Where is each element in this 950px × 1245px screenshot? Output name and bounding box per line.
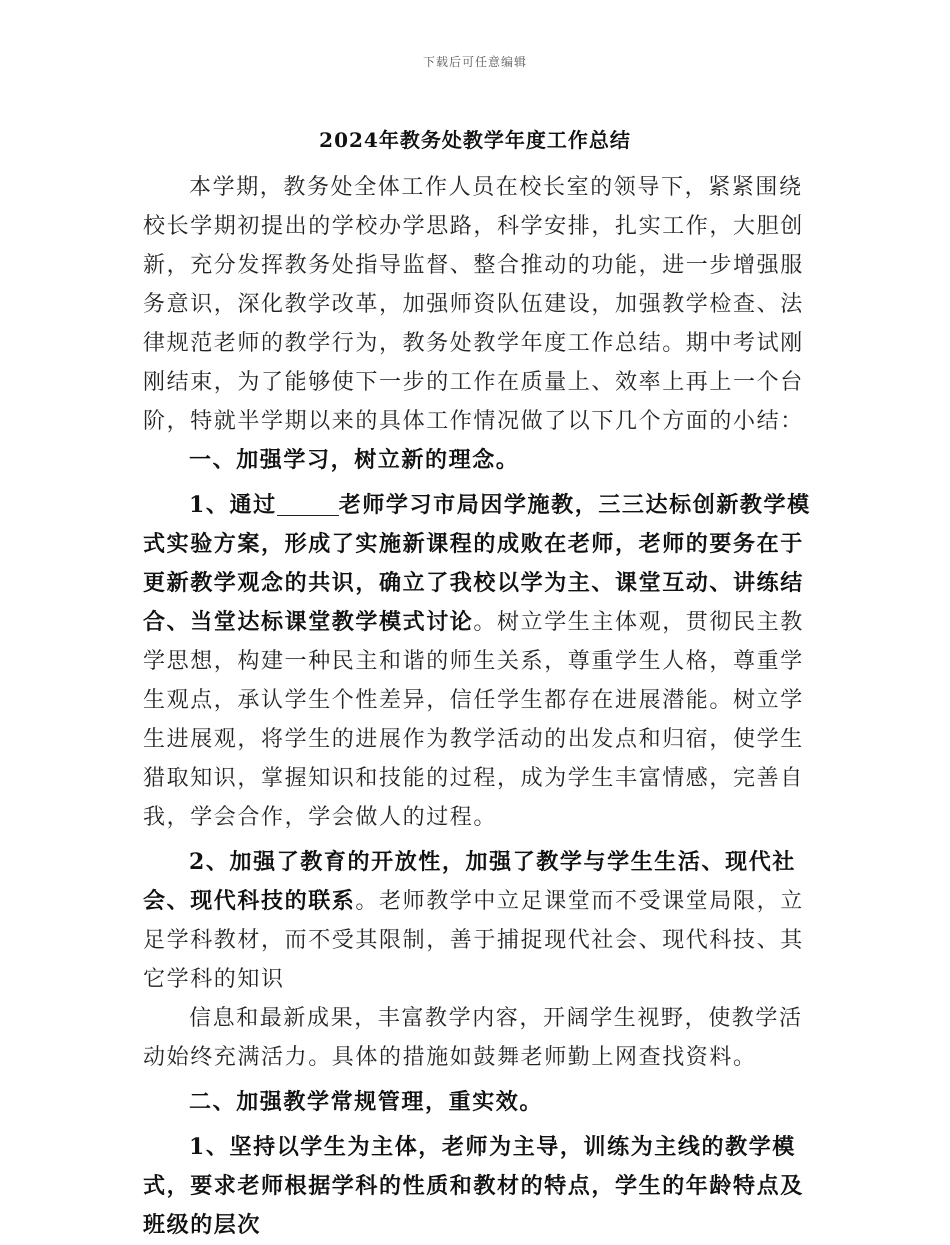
item-paragraph-2 bbox=[143, 843, 823, 999]
intro-paragraph: 本学期，教务处全体工作人员在校长室的领导下，紧紧围绕校长学期初提出的学校办学思路，科学安排，扎实工作，大胆创新，充分发挥教务处指导监督、整合推动的功能，进一步增强服务意识，深化教学改革，加强师资队伍建设，加强教学检查、法律规范老师的教学行为，教务处教学年度工作总结。期中考试刚刚结束，为了能够使下一步的工作在质量上、效率上再上一个台阶，特就半学期以来的具体工作情况做了以下几个方面的小结： bbox=[143, 175, 804, 434]
item-2-bold-text: 2、加强了教育的开放性，加强了教学与学生生活、现代社会、现代科技的联系 bbox=[143, 849, 796, 914]
page-header-note: 下载后可任意编辑 bbox=[422, 55, 527, 69]
item-2-body-text: 。老师教学中立足课堂而不受课堂局限，立足学科教材，而不受其限制，善于捕捉现代社会、现代科技、其它学科的知识 bbox=[143, 889, 804, 992]
item-paragraph-1 bbox=[143, 486, 823, 837]
item-1-bold-text: 老师学习市局因学施教，三三达标创新教学模式实验方案，形成了实施新课程的成败在老师，老师的要务在于更新教学观念的共识，确立了我校以学为主、课堂互动、讲练结合、当堂达标课堂教学模式讨论 bbox=[143, 492, 811, 635]
section-heading-1: 一、加强学习，树立新的理念。 bbox=[189, 447, 520, 473]
document-title: 2024年教务处教学年度工作总结 bbox=[319, 128, 631, 152]
item-paragraph-3: 1、坚持以学生为主体，老师为主导，训练为主线的教学模式，要求老师根据学科的性质和教材的特点，学生的年龄特点及班级的层次 bbox=[143, 1134, 804, 1238]
document-body bbox=[143, 168, 823, 1245]
fill-in-blank bbox=[277, 493, 339, 516]
item-1-body-text: 。树立学生主体观，贯彻民主教学思想，构建一种民主和谐的师生关系，尊重学生人格，尊重学生观点，承认学生个性差异，信任学生都存在进展潜能。树立学生进展观，将学生的进展作为教学活动的出发点和归宿，使学生猎取知识，掌握知识和技能的过程，成为学生丰富情感，完善自我，学会合作，学会做人的过程。 bbox=[143, 610, 804, 830]
section-heading-2: 二、加强教学常规管理，重实效。 bbox=[189, 1089, 544, 1115]
item-1-bold-prefix: 1、通过 bbox=[189, 492, 277, 518]
item-paragraph-2-continued: 信息和最新成果，丰富教学内容，开阔学生视野，使教学活动始终充满活力。具体的措施如鼓舞老师勤上网查找资料。 bbox=[143, 1006, 803, 1070]
